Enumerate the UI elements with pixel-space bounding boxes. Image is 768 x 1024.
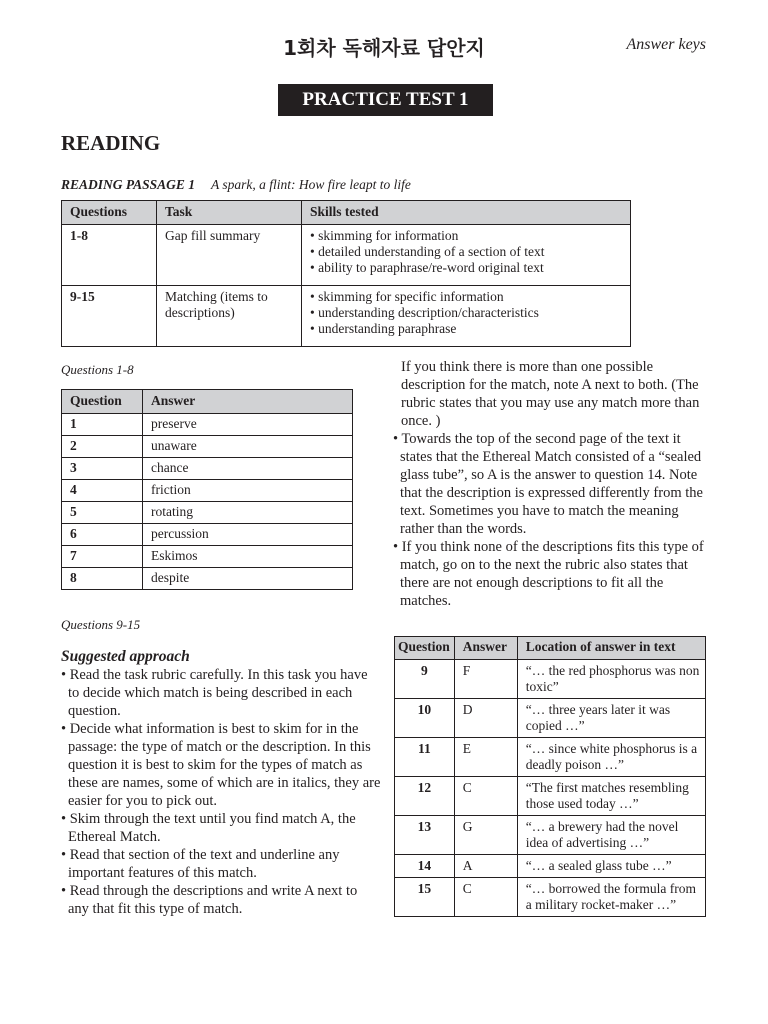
page-title: 1회차 독해자료 답안지 xyxy=(283,36,485,60)
location-cell: “… borrowed the formula from a military rocket-maker …” xyxy=(517,878,705,917)
table-row xyxy=(62,458,353,480)
skill-item: • understanding paraphrase xyxy=(310,321,457,336)
answer-keys-label: Answer keys xyxy=(626,36,706,53)
suggested-approach-heading: Suggested approach xyxy=(61,648,190,665)
questions-1-8-label: Questions 1-8 xyxy=(61,362,134,377)
bullet-item: • If you think none of the descriptions fits this type of match, go on to the next the rubric also states that there are not enough descriptions to fit all the matches. xyxy=(393,539,704,609)
suggested-approach-list xyxy=(61,666,381,918)
answer-cell: percussion xyxy=(143,524,353,546)
answer-cell: friction xyxy=(143,480,353,502)
question-cell: 14 xyxy=(395,855,455,878)
answer-cell: despite xyxy=(143,568,353,590)
location-cell: “… the red phosphorus was non toxic” xyxy=(517,660,705,699)
question-cell: 7 xyxy=(62,546,143,568)
question-cell: 8 xyxy=(62,568,143,590)
question-cell: 15 xyxy=(395,878,455,917)
question-cell: 5 xyxy=(62,502,143,524)
location-table xyxy=(394,636,706,917)
table-row xyxy=(395,699,706,738)
answer-cell: C xyxy=(454,777,517,816)
question-cell: 12 xyxy=(395,777,455,816)
table-row xyxy=(395,777,706,816)
table-row xyxy=(62,502,353,524)
practice-test-banner: PRACTICE TEST 1 xyxy=(278,84,493,116)
answer-cell: C xyxy=(454,878,517,917)
location-cell: “… three years later it was copied …” xyxy=(517,699,705,738)
column-header: Question xyxy=(395,637,455,660)
skill-item: • detailed understanding of a section of text xyxy=(310,244,545,259)
skills-cell xyxy=(302,286,631,347)
passage-title: A spark, a flint: How fire leapt to life xyxy=(211,177,411,192)
approach-continuation xyxy=(393,358,705,610)
task-cell: Gap fill summary xyxy=(157,225,302,286)
table-row xyxy=(395,878,706,917)
skill-item: • ability to paraphrase/re-word original text xyxy=(310,260,544,275)
bullet-item: • Towards the top of the second page of the text it states that the Ethereal Match consisted of a “sealed glass tube”, so A is the answer to question 14. Note that the description is expressed differently from the text. Sometimes you have to match the meaning rather than the words. xyxy=(393,431,703,537)
table-row xyxy=(62,546,353,568)
question-cell: 11 xyxy=(395,738,455,777)
column-header: Skills tested xyxy=(302,201,631,225)
answer-cell: D xyxy=(454,699,517,738)
bullet-item: • Skim through the text until you find match A, the Ethereal Match. xyxy=(61,811,356,845)
skills-table xyxy=(61,200,631,347)
column-header: Task xyxy=(157,201,302,225)
bullet-item: • Read through the descriptions and write A next to any that fit this type of match. xyxy=(61,883,358,917)
passage-label: READING PASSAGE 1 xyxy=(61,177,196,192)
table-row xyxy=(395,660,706,699)
skill-item: • skimming for specific information xyxy=(310,289,504,304)
questions-9-15-label: Questions 9-15 xyxy=(61,617,141,632)
continuation-paragraph: If you think there is more than one possible description for the match, note A next to both. (The rubric states that you may use any match more than once. ) xyxy=(401,359,700,429)
table-header-row xyxy=(62,201,631,225)
table-header-row xyxy=(395,637,706,660)
skill-item: • skimming for information xyxy=(310,228,459,243)
question-cell: 2 xyxy=(62,436,143,458)
column-header: Questions xyxy=(62,201,157,225)
skill-item: • understanding description/characteristics xyxy=(310,305,539,320)
task-cell: Matching (items to descriptions) xyxy=(157,286,302,347)
question-cell: 6 xyxy=(62,524,143,546)
question-cell: 4 xyxy=(62,480,143,502)
bullet-item: • Decide what information is best to skim for in the passage: the type of match or the description. In this question it is best to skim for the types of match as these are names, some of which are in italics, they are easier for you to pick out. xyxy=(61,721,381,809)
skills-cell xyxy=(302,225,631,286)
table-row xyxy=(62,286,631,347)
table-row xyxy=(395,855,706,878)
question-cell: 9 xyxy=(395,660,455,699)
question-cell: 1 xyxy=(62,414,143,436)
table-row xyxy=(62,524,353,546)
answer-cell: Eskimos xyxy=(143,546,353,568)
table-row xyxy=(62,568,353,590)
question-cell: 3 xyxy=(62,458,143,480)
bullet-item: • Read the task rubric carefully. In this task you have to decide which match is being described in each question. xyxy=(61,667,368,719)
bullet-item: • Read that section of the text and underline any important features of this match. xyxy=(61,847,340,881)
question-cell: 13 xyxy=(395,816,455,855)
location-cell: “… since white phosphorus is a deadly poison …” xyxy=(517,738,705,777)
location-cell: “… a brewery had the novel idea of advertising …” xyxy=(517,816,705,855)
answer-cell: rotating xyxy=(143,502,353,524)
answer-cell: G xyxy=(454,816,517,855)
table-row xyxy=(62,414,353,436)
passage-heading xyxy=(61,177,411,193)
table-row xyxy=(395,816,706,855)
answers-table xyxy=(61,389,353,590)
questions-cell: 9-15 xyxy=(62,286,157,347)
answer-cell: E xyxy=(454,738,517,777)
answer-cell: preserve xyxy=(143,414,353,436)
table-header-row xyxy=(62,390,353,414)
location-cell: “… a sealed glass tube …” xyxy=(517,855,705,878)
column-header: Answer xyxy=(454,637,517,660)
section-heading: READING xyxy=(61,131,161,155)
answer-cell: chance xyxy=(143,458,353,480)
table-row xyxy=(62,225,631,286)
answer-cell: F xyxy=(454,660,517,699)
table-row xyxy=(62,436,353,458)
location-cell: “The first matches resembling those used today …” xyxy=(517,777,705,816)
answer-cell: A xyxy=(454,855,517,878)
column-header: Question xyxy=(62,390,143,414)
table-row xyxy=(62,480,353,502)
question-cell: 10 xyxy=(395,699,455,738)
table-row xyxy=(395,738,706,777)
answer-cell: unaware xyxy=(143,436,353,458)
questions-cell: 1-8 xyxy=(62,225,157,286)
column-header: Answer xyxy=(143,390,353,414)
column-header: Location of answer in text xyxy=(517,637,705,660)
